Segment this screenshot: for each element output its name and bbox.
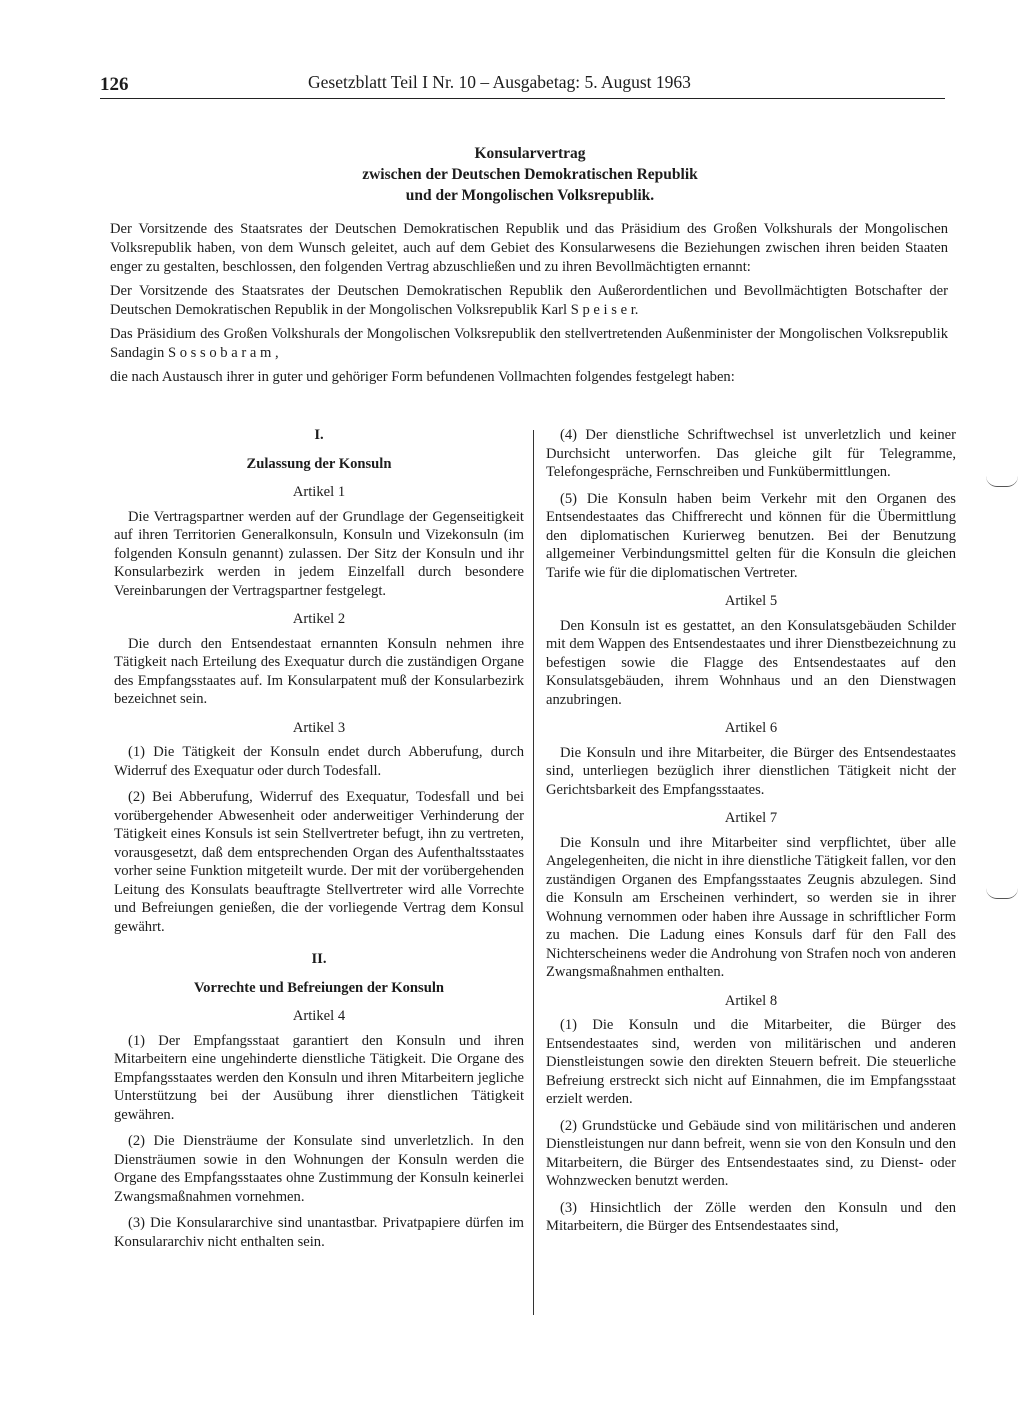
article-paragraph: (3) Die Konsulararchive sind unantastbar. Privatpapiere dürfen im Konsulararchiv nicht enthalten sein.: [114, 1215, 524, 1250]
article-text: Die durch den Entsendestaat ernannten Konsuln nehmen ihre Tätigkeit nach Erteilung des Exequatur durch die zuständigen Organe des Empfangsstaates auf. Im Konsularpatent muß der Konsularbezirk bezeichnet sein.: [114, 635, 524, 707]
section-title: Zulassung der Konsuln: [246, 455, 392, 472]
column-divider: [533, 430, 534, 1315]
article-heading: Artikel 2: [292, 611, 346, 627]
article-text: Die Konsuln und ihre Mitarbeiter sind verpflichtet, über alle Angelegenheiten, die nicht in ihre dienstliche Tätigkeit fallen, vor den zuständigen Organen des Empfangsstaates Zeugnis abzulegen. Sind die Konsuln am Erscheinen verhindert, so werden sie in ihrer Wohnung vernommen oder haben ihre Aussage in schriftlicher Form zu machen. Die Ladung eines Konsuls darf für den Fall des Nichterscheinens weder die Androhung von Strafen noch von anderen Zwangsmaßnahmen enthalten.: [546, 834, 956, 980]
left-column: [114, 426, 524, 1259]
article-heading: Artikel 6: [724, 720, 778, 736]
running-header: [100, 72, 945, 99]
article-paragraph: (1) Die Konsuln und die Mitarbeiter, die Bürger des Entsendestaates sind, werden von militärischen und anderen Dienstleistungen sowie den direkten Steuern befreit. Die steuerliche Befreiung erstreckt sich nicht auf Einnahmen, die im Empfangsstaat erzielt werden.: [546, 1017, 956, 1107]
running-title: Gesetzblatt Teil I Nr. 10 – Ausgabetag: 5. August 1963: [308, 72, 691, 92]
article-heading: Artikel 5: [724, 593, 778, 609]
title-line-2: zwischen der Deutschen Demokratischen Republik: [362, 166, 698, 183]
treaty-title: [180, 143, 880, 206]
article-paragraph: (4) Der dienstliche Schriftwechsel ist unverletzlich und keiner Durchsicht unterworfen. Das gleiche gilt für Telegramme, Telefongespräche, Fernschreiben und Funkübermittlungen.: [546, 427, 956, 480]
page-number: 126: [100, 74, 129, 95]
article-heading: Artikel 1: [292, 484, 346, 500]
article-paragraph: (2) Grundstücke und Gebäude sind von militärischen und anderen Dienstleistungen nur dann befreit, wenn sie von den Konsuln und den Mitarbeitern, die Bürger des Entsendestaates sind, zu Dienst- oder Wohnzwecken benutzt werden.: [546, 1117, 956, 1189]
margin-mark: [986, 476, 1018, 487]
preamble-paragraph: Der Vorsitzende des Staatsrates der Deutschen Demokratischen Republik und das Präsidium des Großen Volkshurals der Mongolischen Volksrepublik haben, von dem Wunsch geleitet, auch auf dem Gebiet des Konsularwesens die Beziehungen zwischen ihren beiden Staaten enger zu gestalten, beschlossen, den folgenden Vertrag abzuschließen und zu ihren Bevollmächtigten ernannt:: [110, 221, 948, 275]
title-line-1: Konsularvertrag: [474, 145, 586, 162]
article-heading: Artikel 3: [292, 719, 346, 736]
article-heading: Artikel 7: [724, 810, 778, 826]
article-paragraph: (5) Die Konsuln haben beim Verkehr mit den Organen des Entsendestaates das Chiffrerecht und können für die Übermittlung den diplomatischen Kurierweg benutzen. Bei der Benutzung allgemeiner Verbindungsmittel gelten für die Konsuln die gleichen Tarife wie für die diplomatischen Vertreter.: [546, 490, 956, 581]
article-text: Den Konsuln ist es gestattet, an den Konsulatsgebäuden Schilder mit dem Wappen des Entsendestaates und ihrer Dienstbezeichnung zu befestigen sowie die Flagge des Entsendestaates auf den Konsulatsgebäuden, ihrem Wohnhaus und an den Dienstwagen anzubringen.: [546, 617, 956, 708]
section-number: II.: [311, 951, 327, 967]
preamble-paragraph: die nach Austausch ihrer in guter und gehöriger Form befundenen Vollmachten folgendes festgelegt haben:: [110, 369, 735, 385]
article-paragraph: (1) Der Empfangsstaat garantiert den Konsuln und ihren Mitarbeitern eine ungehinderte dienstliche Tätigkeit. Die Organe des Empfangsstaates werden den Konsuln und ihren Mitarbeitern jegliche Unterstützung bei der Ausübung ihrer dienstlichen Tätigkeit gewähren.: [114, 1032, 524, 1123]
article-paragraph: (2) Bei Abberufung, Widerruf des Exequatur, Todesfall und bei vorübergehender Abwesenheit oder anderweitiger Verhinderung der Tätigkeit eines Konsuls ist sein Stellvertreter befugt, ihn zu vertreten, vorausgesetzt, daß dem entsprechenden Organ des Aufenthaltsstaates vorher seine Funktion mitgeteilt wurde. Der mit der vorübergehenden Leitung des Konsulats beauftragte Stellvertreter wird alle Vorrechte und Befreiungen genießen, die der vorliegende Vertrag dem Konsul gewährt.: [114, 789, 524, 935]
article-heading: Artikel 8: [724, 992, 778, 1009]
margin-mark: [986, 888, 1018, 899]
article-text: Die Konsuln und ihre Mitarbeiter, die Bürger des Entsendestaates sind, unterliegen bezüglich ihrer dienstlichen Tätigkeit nicht der Gerichtsbarkeit des Empfangsstaates.: [546, 744, 956, 798]
article-paragraph: (2) Die Diensträume der Konsulate sind unverletzlich. In den Diensträumen sowie in den Wohnungen der Konsuln werden die Organe des Empfangsstaates ohne Zustimmung der Konsuln keinerlei Zwangsmaßnahmen vornehmen.: [114, 1133, 524, 1205]
preamble-paragraph: Das Präsidium des Großen Volkshurals der Mongolischen Volksrepublik den stellvertretenden Außenminister der Mongolischen Volksrepublik Sandagin S o s s o b a r a m ,: [110, 326, 948, 361]
title-line-3: und der Mongolischen Volksrepublik.: [405, 187, 655, 204]
preamble-paragraph: Der Vorsitzende des Staatsrates der Deutschen Demokratischen Republik den Außerordentlichen und Bevollmächtigten Botschafter der Deutschen Demokratischen Republik in der Mongolischen Volksrepublik Karl S p e i s e r.: [110, 283, 948, 318]
preamble: [110, 220, 948, 392]
article-text: Die Vertragspartner werden auf der Grundlage der Gegenseitigkeit auf ihren Territorien Generalkonsuln, Konsuln und Vizekonsuln (im folgenden Konsuln genannt) zulassen. Der Sitz der Konsuln und ihr Konsularbezirk werden in jedem Einzelfall durch besondere Vereinbarungen der Vertragspartner festgelegt.: [114, 508, 524, 599]
article-paragraph: (3) Hinsichtlich der Zölle werden den Konsuln und den Mitarbeitern, die Bürger des Entsendestaates sind,: [546, 1199, 956, 1234]
section-title: Vorrechte und Befreiungen der Konsuln: [193, 979, 445, 996]
article-paragraph: (1) Die Tätigkeit der Konsuln endet durch Abberufung, durch Widerruf des Exequatur oder durch Todesfall.: [114, 744, 524, 779]
right-column: [546, 426, 956, 1244]
section-number: I.: [314, 427, 324, 443]
article-heading: Artikel 4: [292, 1008, 346, 1024]
